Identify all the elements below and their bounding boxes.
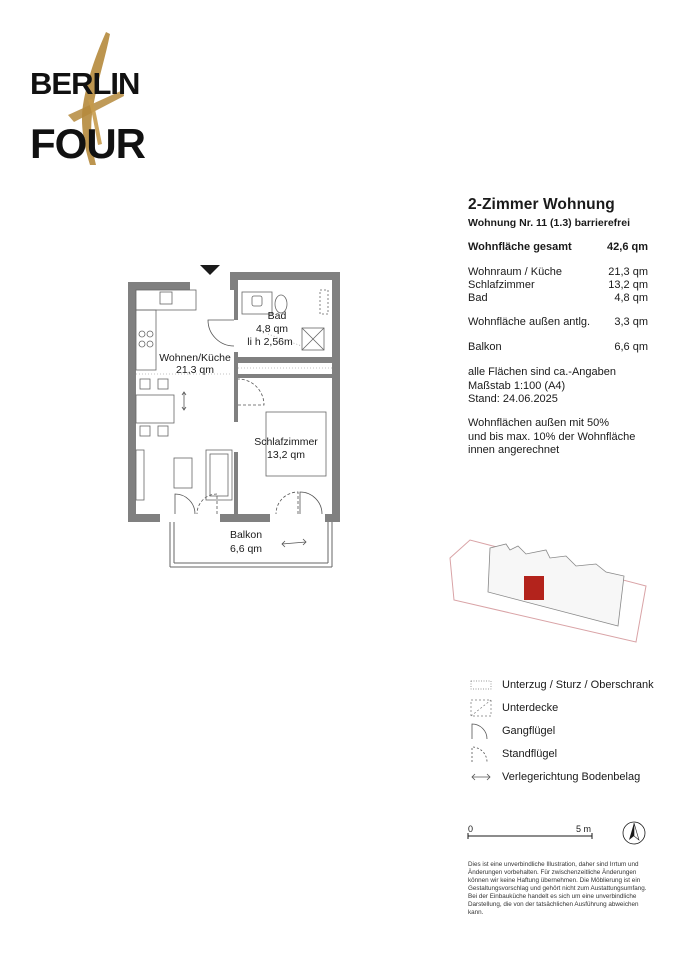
area-room-label: Wohnraum / Küche <box>468 266 562 278</box>
area-room-row <box>468 266 648 278</box>
legend-item <box>470 700 558 716</box>
notes-block <box>468 366 668 407</box>
balcony-floor-direction-icon <box>282 539 306 547</box>
logo-line2: FOUR <box>30 120 145 167</box>
dashed-diagonal-icon <box>470 699 492 717</box>
balcony-area-label: 6,6 qm <box>229 543 263 555</box>
area-room-row <box>468 279 648 291</box>
legend-label: Unterdecke <box>502 702 559 714</box>
double-arrow-icon <box>470 771 492 783</box>
legend-item <box>470 769 640 785</box>
area-room-value: 21,3 qm <box>608 266 648 278</box>
area-balcony-row <box>468 341 648 353</box>
floor-direction-arrow-icon <box>182 392 186 410</box>
area-room-label: Schlafzimmer <box>468 279 535 291</box>
floor-plan <box>120 262 350 579</box>
note-line: Stand: 24.06.2025 <box>468 393 558 405</box>
area-total-row <box>468 241 648 253</box>
logo <box>28 30 148 175</box>
area-outside-value: 3,3 qm <box>614 316 648 328</box>
dotted-rect-icon <box>470 679 492 691</box>
area-total-value: 42,6 qm <box>607 241 648 253</box>
area-balcony-label: Balkon <box>468 341 502 353</box>
north-arrow-icon <box>623 822 645 844</box>
area-room-value: 4,8 qm <box>614 292 648 304</box>
area-room-value: 13,2 qm <box>608 279 648 291</box>
note-line: und bis max. 10% der Wohnfläche <box>468 430 636 443</box>
note-line: Wohnflächen außen mit 50% <box>468 417 610 429</box>
scale-start-label: 0 <box>468 824 474 834</box>
door-swing-icon <box>470 722 492 740</box>
bad-area-label: 4,8 qm <box>255 323 289 335</box>
area-outside-label: Wohnfläche außen antlg. <box>468 316 591 328</box>
site-plan <box>446 530 666 655</box>
legend-item <box>470 746 557 762</box>
bad-height-label: li h 2,56m <box>247 336 293 348</box>
dashed-door-swing-icon <box>470 745 492 763</box>
legend-label: Verlegerichtung Bodenbelag <box>502 771 641 783</box>
bedroom-area-label: 13,2 qm <box>267 449 305 461</box>
living-name-label: Wohnen/Küche <box>159 352 231 364</box>
legend-item <box>470 677 654 693</box>
area-room-row <box>468 292 648 304</box>
unit-location-marker <box>524 576 544 600</box>
scale-end-label: 5 m <box>576 824 592 834</box>
area-outside-row <box>468 316 648 328</box>
legend-item <box>470 723 555 739</box>
disclaimer-text: Dies ist eine unverbindliche Illustration, daher sind Irrtum und Änderungen vorbehalten. Für zwischenzeitliche Änderungen können wir keine Haftung übernehmen. Die Möblierung ist ein Gestaltungsvorschlag und gehört nicht zum Austattungsumfang. Bei der Einbauküche handelt es sich um eine unverbindliche Darstellung, die von der tatsächlichen Ausführung abweichen kann. <box>468 861 647 916</box>
title-block <box>468 196 658 229</box>
legend-label: Unterzug / Sturz / Oberschrank <box>502 679 654 691</box>
legend-label: Gangflügel <box>502 725 556 737</box>
area-balcony-value: 6,6 qm <box>614 341 648 353</box>
bedroom-name-label: Schlafzimmer <box>254 436 318 448</box>
balcony-name-label: Balkon <box>229 529 263 541</box>
note-line: innen angerechnet <box>468 444 560 456</box>
area-total-label: Wohnfläche gesamt <box>468 241 572 253</box>
entrance-marker-icon <box>200 265 220 275</box>
note-line: alle Flächen sind ca.-Angaben <box>468 366 616 378</box>
bad-name-label: Bad <box>267 310 287 322</box>
scale-bar <box>464 820 654 859</box>
note-line: Maßstab 1:100 (A4) <box>468 379 566 392</box>
living-area-label: 21,3 qm <box>176 364 214 376</box>
area-room-label: Bad <box>468 292 488 304</box>
apartment-title: 2-Zimmer Wohnung <box>468 196 615 213</box>
outside-note-block <box>468 417 668 458</box>
logo-line1: BERLIN <box>30 66 140 101</box>
legend-label: Standflügel <box>502 748 558 760</box>
apartment-subtitle: Wohnung Nr. 11 (1.3) barrierefrei <box>468 217 631 229</box>
